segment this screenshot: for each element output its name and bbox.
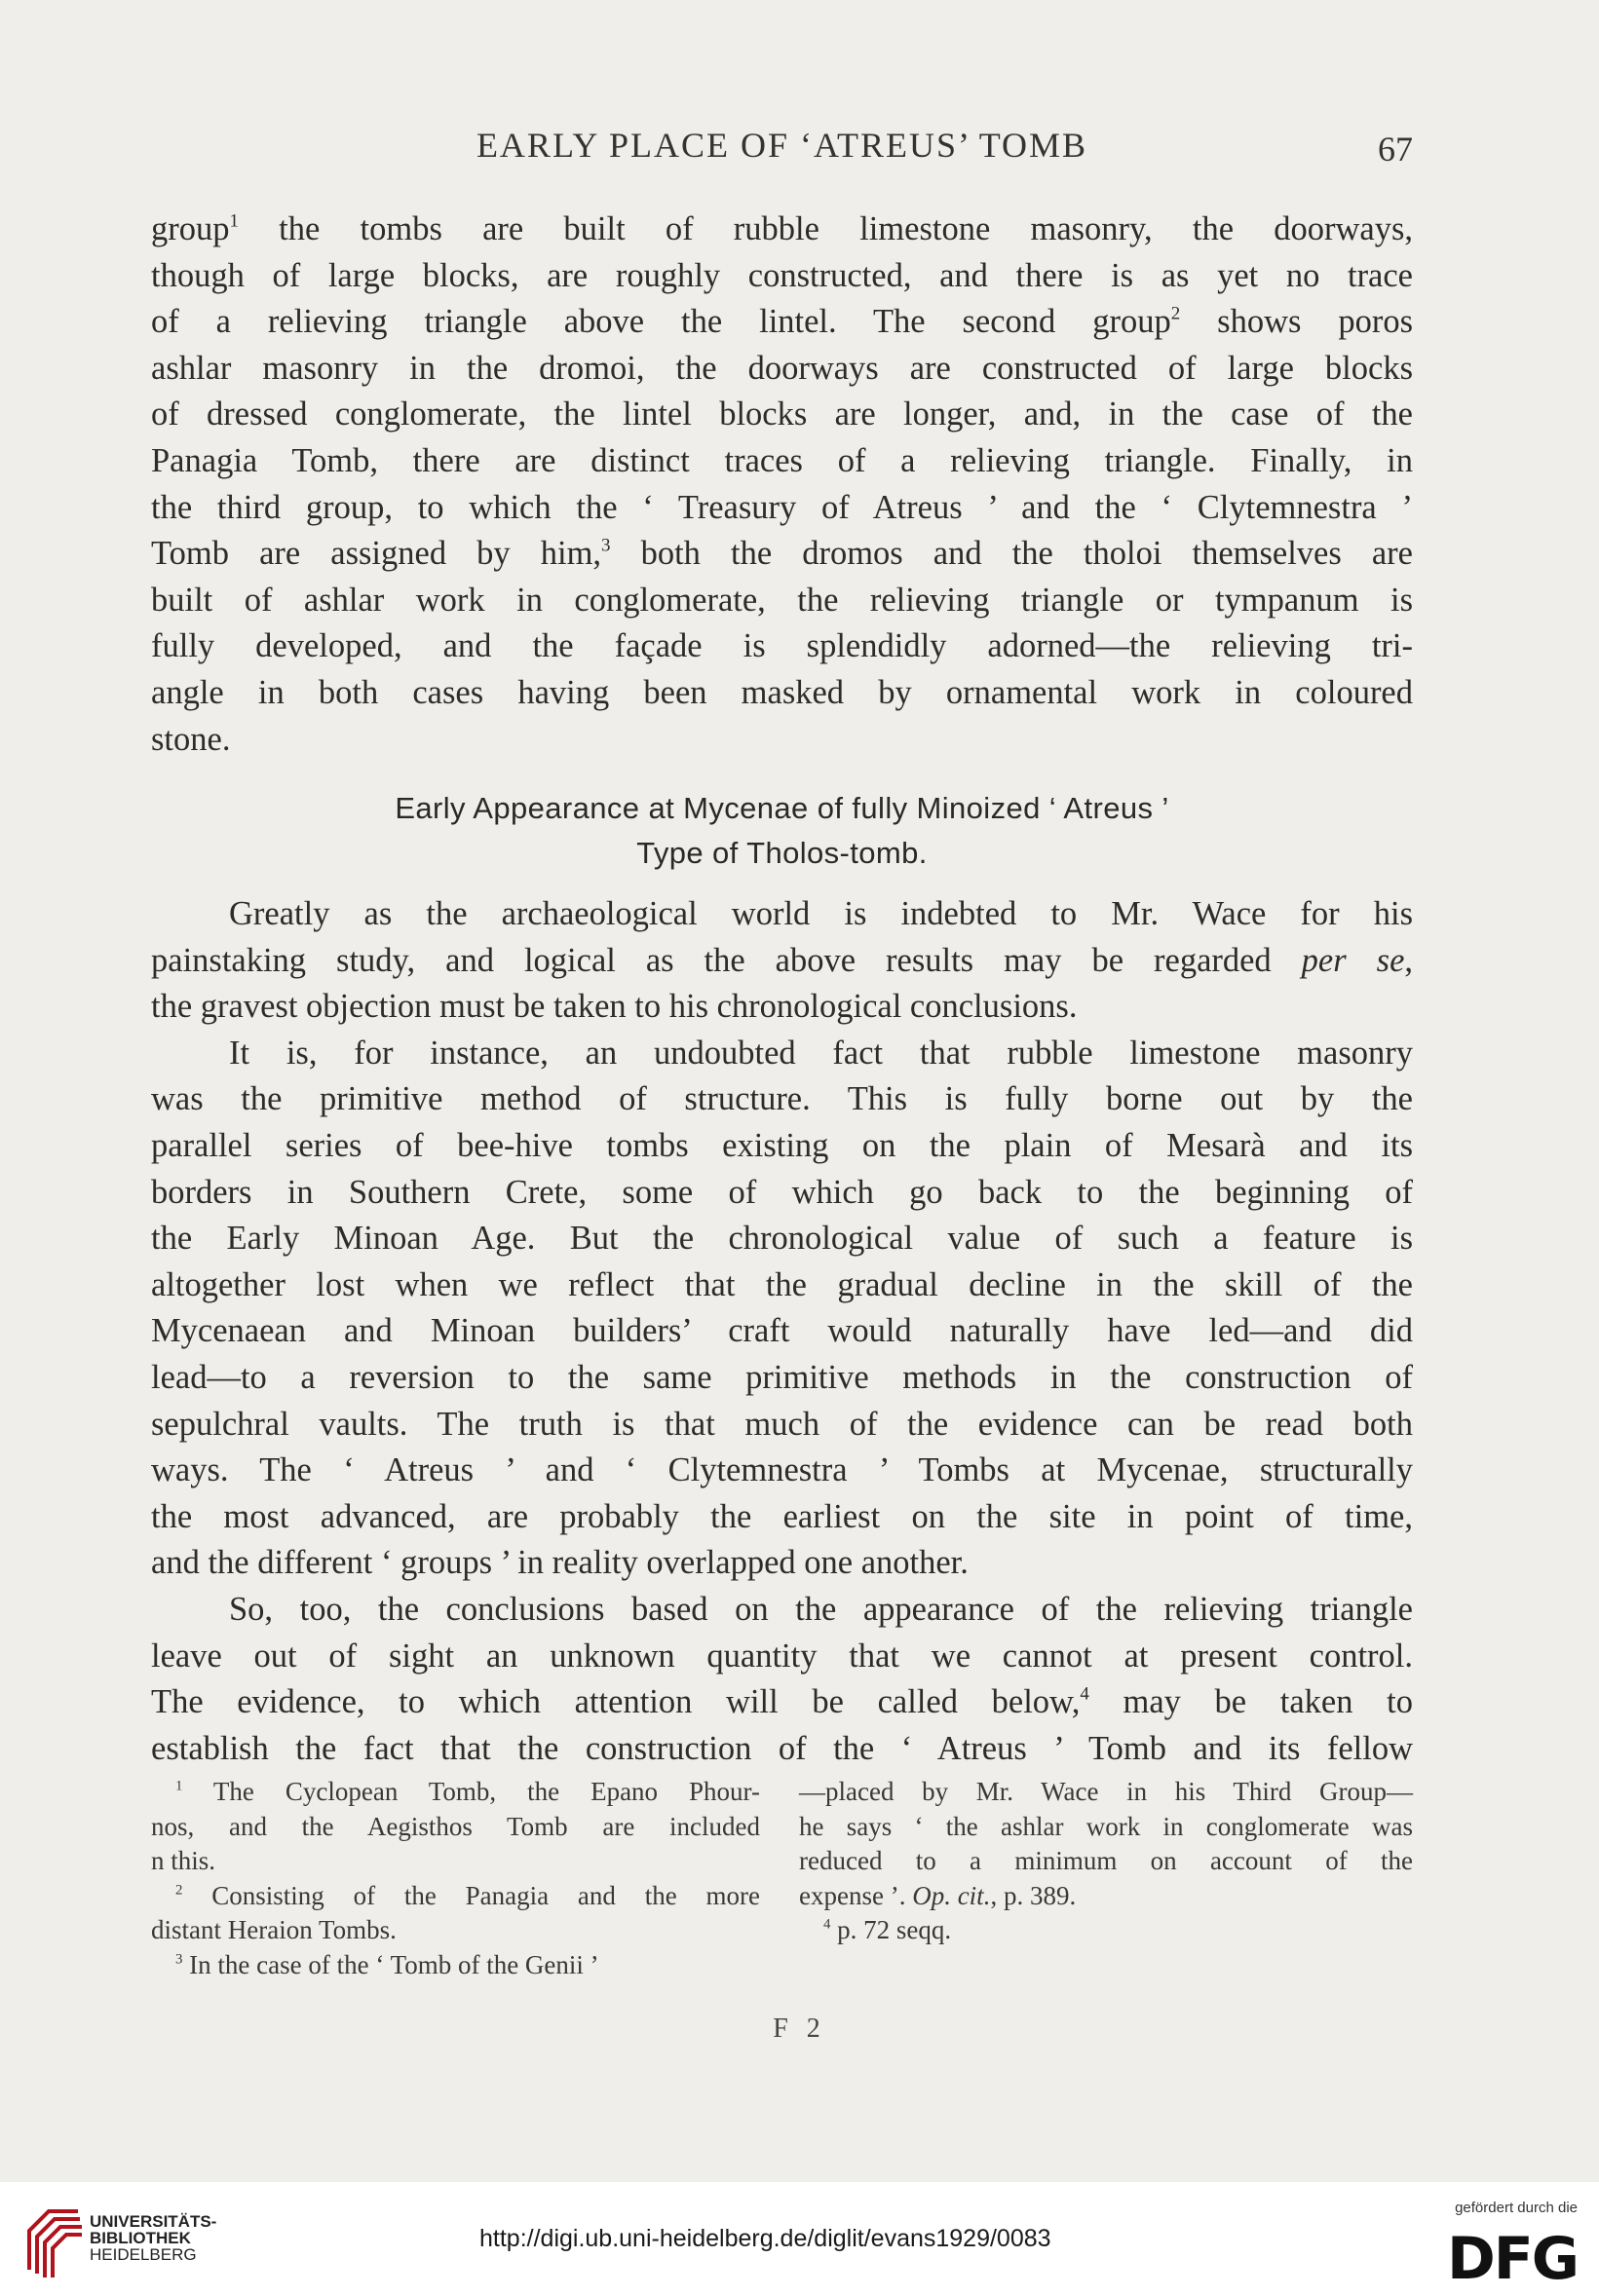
footnote-text: nos, and the Aegisthos Tomb are included (151, 1811, 760, 1841)
footnote-line (151, 1913, 760, 1948)
text-line (151, 1170, 1413, 1217)
text-line (151, 623, 1413, 670)
footnote-number: 2 (175, 1882, 183, 1899)
footnote-text: —placed by Mr. Wace in his Third Group— (799, 1777, 1413, 1806)
footnote-line (151, 1844, 760, 1879)
text-line (151, 1031, 1413, 1077)
text-run: ways. The ‘ Atreus ’ and ‘ Clytemnestra ’ Tombs at Mycenae, structurally (151, 1451, 1413, 1489)
footnote-text: The Cyclopean Tomb, the Epano Phour- (182, 1777, 760, 1806)
footnote-line (151, 1879, 760, 1914)
text-line (151, 717, 1413, 764)
text-line (151, 938, 1413, 985)
text-run: was the primitive method of structure. This is fully borne out by the (151, 1080, 1413, 1118)
text-line (151, 485, 1413, 532)
text-run: may be taken to (1088, 1683, 1413, 1721)
sponsor-note: gefördert durch die (1455, 2200, 1578, 2216)
text-run: though of large blocks, are roughly constructed, and there is as yet no trace (151, 256, 1413, 294)
text-line (151, 1308, 1413, 1355)
text-run: The evidence, to which attention will be called below, (151, 1683, 1081, 1721)
text-run: It is, for instance, an undoubted fact that rubble limestone masonry (229, 1034, 1413, 1072)
footnote-line (799, 1913, 1413, 1948)
text-run: sepulchral vaults. The truth is that much of the evidence can be read both (151, 1405, 1413, 1443)
text-run: of dressed conglomerate, the lintel blocks are longer, and, in the case of the (151, 395, 1413, 433)
text-run: the most advanced, are probably the earliest on the site in point of time, (151, 1497, 1413, 1535)
text-line (151, 1216, 1413, 1262)
text-run: both the dromos and the tholoi themselves are (610, 535, 1413, 573)
text-line (151, 670, 1413, 717)
running-head (151, 125, 1413, 173)
library-name-line-3: HEIDELBERG (90, 2245, 197, 2264)
text-run: painstaking study, and logical as the above results may be regarded per se, (151, 941, 1414, 979)
text-line (151, 1494, 1413, 1541)
footnote-reference: 4 (1080, 1683, 1089, 1705)
signature-mark: F 2 (773, 2014, 826, 2044)
text-run: the tombs are built of rubble limestone masonry, the doorways, (238, 210, 1413, 247)
footnote-line (799, 1810, 1413, 1845)
text-line (151, 346, 1413, 393)
running-title: EARLY PLACE OF ‘ATREUS’ TOMB (476, 126, 1088, 165)
footnote-text: reduced to a minimum on account of the (799, 1846, 1413, 1875)
text-line (151, 1076, 1413, 1123)
text-run: of a relieving triangle above the lintel. The second group (151, 303, 1171, 341)
text-run: So, too, the conclusions based on the appearance of the relieving triangle (229, 1590, 1413, 1628)
section-heading-line-1: Early Appearance at Mycenae of fully Minoized ‘ Atreus ’ (395, 791, 1169, 825)
footnote-text: Consisting of the Panagia and the more (182, 1880, 760, 1910)
footnote-text: n this. (151, 1846, 216, 1875)
text-run: angle in both cases having been masked by ornamental work in coloured (151, 673, 1413, 711)
text-run: establish the fact that the construction of the ‘ Atreus ’ Tomb and its fellow (151, 1729, 1413, 1767)
footnote-reference: 3 (601, 535, 611, 556)
text-run: group (151, 210, 230, 247)
text-line (151, 1262, 1413, 1309)
text-line (151, 1726, 1413, 1773)
text-run: the third group, to which the ‘ Treasury of Atreus ’ and the ‘ Clytemnestra ’ (151, 488, 1413, 526)
footnote-text: expense ’. Op. cit., p. 389. (799, 1880, 1077, 1910)
body-continuation (151, 891, 1413, 1772)
footnote-text: p. 72 seqq. (830, 1915, 952, 1944)
digitization-footer (0, 2182, 1599, 2296)
text-run: Greatly as the archaeological world is indebted to Mr. Wace for his (229, 895, 1413, 932)
footnote-line (799, 1775, 1413, 1810)
text-line (151, 438, 1413, 485)
text-run: leave out of sight an unknown quantity that we cannot at present control. (151, 1637, 1413, 1675)
paragraph-1 (151, 207, 1413, 763)
footnote-line (799, 1844, 1413, 1879)
text-line (151, 1587, 1413, 1634)
text-run: ashlar masonry in the dromoi, the doorways are constructed of large blocks (151, 349, 1413, 387)
footnote-reference: 1 (229, 210, 239, 232)
text-run: stone. (151, 720, 231, 758)
library-name-line-2: BIBLIOTHEK (90, 2229, 191, 2247)
text-line (151, 1402, 1413, 1449)
footnote-line (151, 1948, 760, 1983)
text-run: shows poros (1180, 303, 1413, 341)
page-number: 67 (1378, 130, 1413, 169)
text-run: Mycenaean and Minoan builders’ craft would naturally have led—and did (151, 1312, 1413, 1350)
text-line (151, 578, 1413, 624)
text-run: built of ashlar work in conglomerate, the relieving triangle or tympanum is (151, 581, 1413, 619)
text-line (151, 1448, 1413, 1494)
text-run: Panagia Tomb, there are distinct traces of a relieving triangle. Finally, in (151, 441, 1413, 479)
text-line (151, 1679, 1413, 1726)
footnote-number: 4 (823, 1916, 831, 1933)
text-run: the Early Minoan Age. But the chronological value of such a feature is (151, 1220, 1413, 1258)
footnote-text: he says ‘ the ashlar work in conglomerate was (799, 1811, 1413, 1841)
text-line (151, 891, 1413, 938)
text-line (151, 1123, 1413, 1170)
footnote-number: 3 (175, 1951, 183, 1968)
footnotes-left-column (151, 1775, 760, 1982)
text-line (151, 984, 1413, 1031)
footnote-text: distant Heraion Tombs. (151, 1915, 397, 1944)
text-run: borders in Southern Crete, some of which go back to the beginning of (151, 1173, 1413, 1211)
text-run: fully developed, and the façade is splendidly adorned—the relieving tri- (151, 627, 1413, 665)
text-line (151, 1540, 1413, 1587)
text-line (151, 207, 1413, 253)
text-line (151, 1355, 1413, 1402)
text-run: and the different ‘ groups ’ in reality overlapped one another. (151, 1544, 969, 1582)
dfg-logo: DFG (1446, 2225, 1578, 2293)
footnote-line (151, 1810, 760, 1845)
library-name (90, 2213, 216, 2263)
footnote-line (151, 1775, 760, 1810)
permalink-url[interactable]: http://digi.ub.uni-heidelberg.de/diglit/evans1929/0083 (479, 2225, 1051, 2252)
text-run: parallel series of bee-hive tombs existing on the plain of Mesarà and its (151, 1126, 1413, 1164)
footnote-reference: 2 (1170, 303, 1181, 324)
footnote-number: 1 (175, 1778, 183, 1794)
text-line (151, 299, 1413, 346)
text-line (151, 531, 1413, 578)
text-line (151, 392, 1413, 438)
text-run: the gravest objection must be taken to his chronological conclusions. (151, 988, 1078, 1026)
text-line (151, 253, 1413, 300)
text-run: Tomb are assigned by him, (151, 535, 602, 573)
text-run: lead—to a reversion to the same primitive methods in the construction of (151, 1358, 1413, 1396)
footnote-text: In the case of the ‘ Tomb of the Genii ’ (182, 1949, 599, 1979)
section-heading-line-2: Type of Tholos-tomb. (636, 836, 928, 870)
text-line (151, 1634, 1413, 1680)
footnotes-right-column (799, 1775, 1413, 1948)
library-name-line-1: UNIVERSITÄTS- (90, 2212, 217, 2231)
footnote-line (799, 1879, 1413, 1914)
text-run: altogether lost when we reflect that the gradual decline in the skill of the (151, 1265, 1413, 1303)
